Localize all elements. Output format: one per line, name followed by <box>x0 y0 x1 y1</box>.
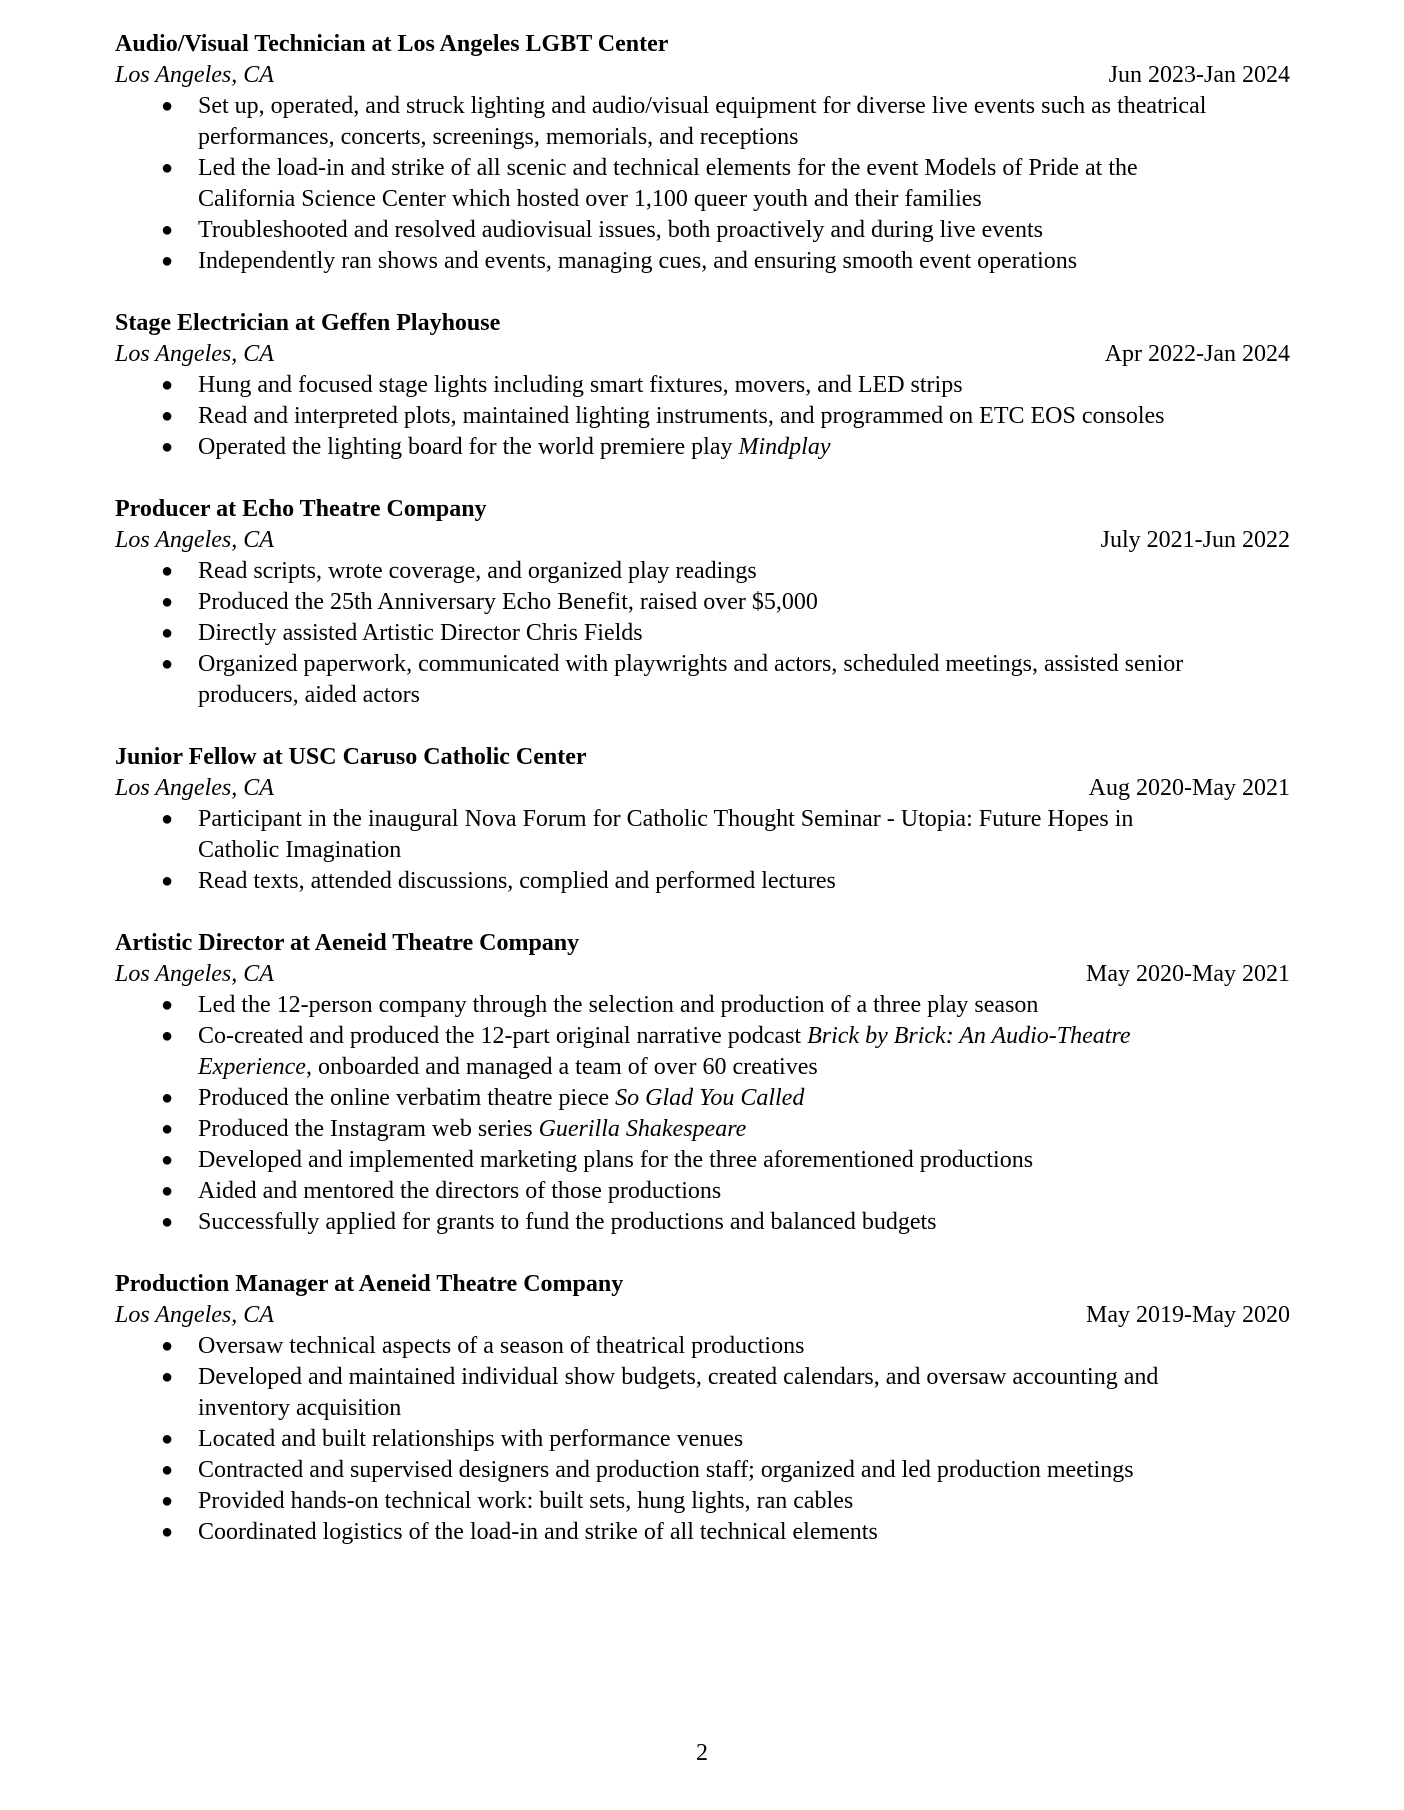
bullet-text: Oversaw technical aspects of a season of theatrical productions <box>198 1333 805 1359</box>
experience-section <box>115 29 1290 1579</box>
bullet-text: Troubleshooted and resolved audiovisual issues, both proactively and during live events <box>198 217 1043 243</box>
job-location: Los Angeles, CA <box>115 1302 274 1328</box>
bullet-text: Independently ran shows and events, managing cues, and ensuring smooth event operations <box>198 248 1078 274</box>
bullet-dot-icon: ● <box>161 1118 174 1140</box>
job-dates: May 2019-May 2020 <box>1086 1302 1290 1328</box>
bullet-text: Located and built relationships with performance venues <box>198 1426 744 1452</box>
job-meta-row <box>115 60 1290 91</box>
bullet-item <box>115 1021 1210 1083</box>
job-meta-row <box>115 525 1290 556</box>
bullet-item <box>115 370 1210 401</box>
bullet-dot-icon: ● <box>161 1180 174 1202</box>
bullet-text: Participant in the inaugural Nova Forum for Catholic Thought Seminar - Utopia: Future Hopes in Catholic Imagination <box>198 806 1134 863</box>
bullet-text: Set up, operated, and struck lighting and audio/visual equipment for diverse live events such as theatrical performances, concerts, screenings, memorials, and receptions <box>198 93 1207 150</box>
bullet-item <box>115 1083 1210 1114</box>
bullet-item <box>115 1114 1210 1145</box>
bullet-dot-icon: ● <box>161 994 174 1016</box>
job-location: Los Angeles, CA <box>115 775 274 801</box>
job-entry <box>115 928 1290 1238</box>
bullet-item <box>115 556 1210 587</box>
bullet-text: Directly assisted Artistic Director Chris Fields <box>198 620 643 646</box>
job-title: Junior Fellow at USC Caruso Catholic Center <box>115 744 587 770</box>
bullet-list <box>115 556 1290 711</box>
bullet-text: Provided hands-on technical work: built sets, hung lights, ran cables <box>198 1488 854 1514</box>
bullet-item <box>115 91 1210 153</box>
bullet-dot-icon: ● <box>161 157 174 179</box>
bullet-item <box>115 1145 1210 1176</box>
bullet-item <box>115 990 1210 1021</box>
job-location: Los Angeles, CA <box>115 961 274 987</box>
bullet-dot-icon: ● <box>161 1366 174 1388</box>
bullet-text: Read scripts, wrote coverage, and organized play readings <box>198 558 757 584</box>
bullet-item <box>115 1331 1210 1362</box>
bullet-text-italic: Guerilla Shakespeare <box>538 1116 747 1142</box>
bullet-item <box>115 1176 1210 1207</box>
job-dates: July 2021-Jun 2022 <box>1100 527 1290 553</box>
bullet-dot-icon: ● <box>161 1428 174 1450</box>
bullet-item <box>115 866 1210 897</box>
bullet-dot-icon: ● <box>161 250 174 272</box>
bullet-dot-icon: ● <box>161 1521 174 1543</box>
bullet-dot-icon: ● <box>161 405 174 427</box>
bullet-text: Hung and focused stage lights including smart fixtures, movers, and LED strips <box>198 372 963 398</box>
bullet-text: Produced the online verbatim theatre piece <box>198 1085 616 1111</box>
bullet-text: Coordinated logistics of the load-in and strike of all technical elements <box>198 1519 878 1545</box>
bullet-item <box>115 1207 1210 1238</box>
bullet-text-italic: Brick by Brick: An Audio-Theatre Experience <box>198 1023 1131 1080</box>
job-meta-row <box>115 959 1290 990</box>
bullet-item <box>115 1424 1210 1455</box>
bullet-text: Aided and mentored the directors of those productions <box>198 1178 722 1204</box>
bullet-dot-icon: ● <box>161 436 174 458</box>
bullet-dot-icon: ● <box>161 622 174 644</box>
bullet-item <box>115 401 1210 432</box>
bullet-dot-icon: ● <box>161 1087 174 1109</box>
bullet-dot-icon: ● <box>161 95 174 117</box>
job-entry <box>115 29 1290 277</box>
bullet-list <box>115 804 1290 897</box>
job-title: Audio/Visual Technician at Los Angeles LGBT Center <box>115 31 669 57</box>
bullet-dot-icon: ● <box>161 1025 174 1047</box>
bullet-text: Organized paperwork, communicated with playwrights and actors, scheduled meetings, assisted senior producers, aided actors <box>198 651 1184 708</box>
bullet-text: Produced the 25th Anniversary Echo Benefit, raised over $5,000 <box>198 589 818 615</box>
bullet-text: , onboarded and managed a team of over 60 creatives <box>305 1054 818 1080</box>
bullet-dot-icon: ● <box>161 1335 174 1357</box>
bullet-item <box>115 804 1210 866</box>
bullet-text-italic: Mindplay <box>738 434 831 460</box>
job-location: Los Angeles, CA <box>115 527 274 553</box>
bullet-item <box>115 1486 1210 1517</box>
job-meta-row <box>115 773 1290 804</box>
page-number: 2 <box>696 1740 708 1766</box>
job-meta-row <box>115 339 1290 370</box>
job-dates: Apr 2022-Jan 2024 <box>1104 341 1290 367</box>
bullet-item <box>115 649 1210 711</box>
bullet-dot-icon: ● <box>161 870 174 892</box>
bullet-dot-icon: ● <box>161 1459 174 1481</box>
job-entry <box>115 308 1290 463</box>
job-title: Stage Electrician at Geffen Playhouse <box>115 310 501 336</box>
bullet-dot-icon: ● <box>161 591 174 613</box>
bullet-item <box>115 1455 1210 1486</box>
bullet-dot-icon: ● <box>161 653 174 675</box>
bullet-item <box>115 153 1210 215</box>
bullet-item <box>115 587 1210 618</box>
bullet-dot-icon: ● <box>161 560 174 582</box>
bullet-dot-icon: ● <box>161 808 174 830</box>
job-dates: Jun 2023-Jan 2024 <box>1108 62 1290 88</box>
job-location: Los Angeles, CA <box>115 341 274 367</box>
bullet-list <box>115 91 1290 277</box>
bullet-list <box>115 370 1290 463</box>
bullet-text: Successfully applied for grants to fund the productions and balanced budgets <box>198 1209 937 1235</box>
bullet-list <box>115 990 1290 1238</box>
bullet-dot-icon: ● <box>161 219 174 241</box>
bullet-text: Developed and maintained individual show budgets, created calendars, and oversaw accounting and inventory acquisition <box>198 1364 1159 1421</box>
job-dates: May 2020-May 2021 <box>1086 961 1290 987</box>
bullet-text-italic: So Glad You Called <box>615 1085 805 1111</box>
bullet-text: Read texts, attended discussions, complied and performed lectures <box>198 868 836 894</box>
job-entry <box>115 1269 1290 1548</box>
bullet-text: Contracted and supervised designers and production staff; organized and led production meetings <box>198 1457 1134 1483</box>
bullet-text: Operated the lighting board for the world premiere play <box>198 434 739 460</box>
bullet-item <box>115 1362 1210 1424</box>
bullet-dot-icon: ● <box>161 1211 174 1233</box>
job-title: Production Manager at Aeneid Theatre Company <box>115 1271 624 1297</box>
bullet-list <box>115 1331 1290 1548</box>
bullet-item <box>115 246 1210 277</box>
bullet-text: Led the load-in and strike of all scenic and technical elements for the event Models of Pride at the California Science Center which hosted over 1,100 queer youth and their families <box>198 155 1138 212</box>
bullet-text: Developed and implemented marketing plans for the three aforementioned productions <box>198 1147 1034 1173</box>
bullet-dot-icon: ● <box>161 1490 174 1512</box>
bullet-text: Led the 12-person company through the selection and production of a three play season <box>198 992 1039 1018</box>
bullet-dot-icon: ● <box>161 1149 174 1171</box>
bullet-text: Co-created and produced the 12-part original narrative podcast <box>198 1023 808 1049</box>
job-entry <box>115 742 1290 897</box>
job-dates: Aug 2020-May 2021 <box>1088 775 1290 801</box>
bullet-text: Produced the Instagram web series <box>198 1116 539 1142</box>
job-entry <box>115 494 1290 711</box>
job-meta-row <box>115 1300 1290 1331</box>
bullet-dot-icon: ● <box>161 374 174 396</box>
job-location: Los Angeles, CA <box>115 62 274 88</box>
bullet-item <box>115 432 1210 463</box>
bullet-item <box>115 618 1210 649</box>
bullet-item <box>115 215 1210 246</box>
job-title: Producer at Echo Theatre Company <box>115 496 487 522</box>
bullet-item <box>115 1517 1210 1548</box>
job-title: Artistic Director at Aeneid Theatre Company <box>115 930 580 956</box>
bullet-text: Read and interpreted plots, maintained lighting instruments, and programmed on ETC EOS consoles <box>198 403 1165 429</box>
